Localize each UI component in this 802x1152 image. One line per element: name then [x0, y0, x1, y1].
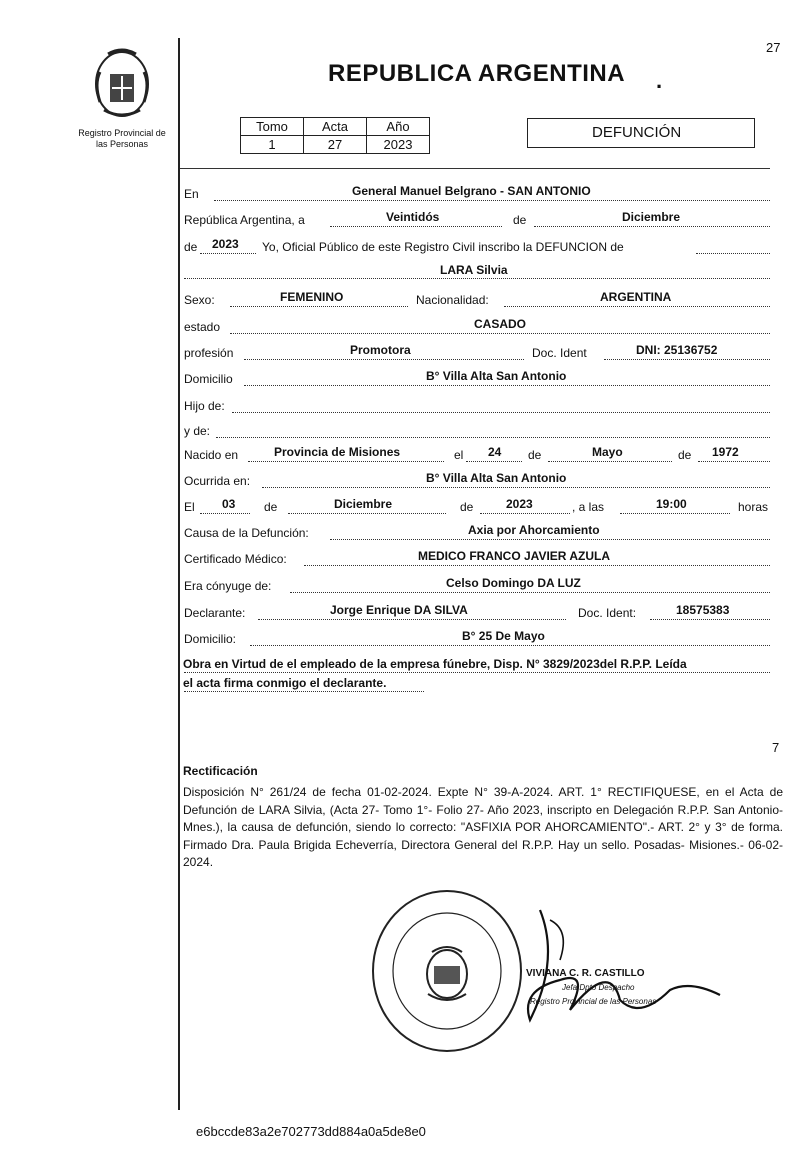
domicilio-label-2: Domicilio: [184, 632, 237, 646]
section-divider [180, 168, 770, 169]
doc-value: DNI: 25136752 [636, 343, 718, 357]
document-type-box [527, 118, 755, 148]
dia-value: Veintidós [386, 210, 440, 224]
rectificacion-text: Disposición N° 261/24 de fecha 01-02-2024. Expte N° 39-A-2024. ART. 1° RECTIFIQUESE, en el Acta de Defunción de LARA Silvia, (Acta 27- Tomo 1°- Folio 27- Año 2023, inscripto en Delegación R.P.P. San Antonio-Mnes.), la causa de defunción, siendo lo correcto: "ASFIXIA POR AHORCAMIENTO".- ART. 2° y 3° de forma. Firmado Dra. Paula Brigida Echeverría, Directora General del R.P.P. Hay un sello. Posadas- Misiones.- 06-02-2024. [183, 785, 783, 869]
causa-dotline [330, 539, 770, 540]
nacido-label: Nacido en [184, 448, 239, 462]
conyuge-dotline [290, 592, 770, 593]
obra-dotline-1 [184, 672, 770, 673]
anio-value: 2023 [212, 237, 239, 251]
signer-role: Jefa Dpto Despacho [562, 983, 635, 992]
page-title: REPUBLICA ARGENTINA [328, 60, 626, 87]
mes-dotline [534, 226, 770, 227]
doc-declarante-value: 18575383 [676, 603, 730, 617]
de-label-3: de [678, 448, 692, 462]
de-label-2: de [528, 448, 542, 462]
doc-label-2: Doc. Ident: [578, 606, 637, 620]
signer-name: VIVIANA C. R. CASTILLO [526, 968, 645, 979]
hora-value: 19:00 [656, 497, 687, 511]
profesion-dotline [244, 359, 524, 360]
republica-label: República Argentina, a [184, 213, 305, 227]
def-mes-dotline [288, 513, 446, 514]
nacionalidad-label: Nacionalidad: [416, 293, 489, 307]
domicilio-declarante-dotline [250, 645, 770, 646]
obra-text-line-2: el acta firma conmigo el declarante. [183, 676, 387, 690]
ref-header-tomo: Tomo [241, 118, 304, 136]
conyuge-value: Celso Domingo DA LUZ [446, 576, 581, 590]
ref-value-anio: 2023 [367, 136, 430, 154]
domicilio-declarante-value: B° 25 De Mayo [462, 629, 545, 643]
dia-dotline [330, 226, 502, 227]
doc-declarante-dotline [650, 619, 770, 620]
nac-anio-dotline [698, 461, 770, 462]
nacionalidad-value: ARGENTINA [600, 290, 672, 304]
nacionalidad-dotline [504, 306, 770, 307]
obra-text [183, 655, 783, 693]
doc-label: Doc. Ident [532, 346, 587, 360]
estado-label: estado [184, 320, 221, 334]
nac-dia-value: 24 [488, 445, 502, 459]
document-hash: e6bccde83a2e702773dd884a0a5de8e0 [196, 1124, 426, 1139]
hora-dotline [620, 513, 730, 514]
nombre-dotline [184, 278, 770, 279]
ocurrida-value: B° Villa Alta San Antonio [426, 471, 567, 485]
page-number: 27 [766, 40, 781, 55]
de-label-4: de [264, 500, 278, 514]
horas-label: horas [738, 500, 769, 514]
nac-anio-value: 1972 [712, 445, 739, 459]
causa-value: Axia por Ahorcamiento [468, 523, 600, 537]
lugar-value: General Manuel Belgrano - SAN ANTONIO [352, 184, 591, 198]
declarante-dotline [258, 619, 566, 620]
de-label: de [513, 213, 527, 227]
def-mes-value: Diciembre [334, 497, 393, 511]
ref-header-acta: Acta [304, 118, 367, 136]
margin-number: 7 [772, 740, 780, 755]
anio-label: de [184, 240, 198, 254]
obra-dotline-2 [184, 691, 424, 692]
oficial-dotline [696, 253, 770, 254]
ocurrida-dotline [262, 487, 770, 488]
en-label: En [184, 187, 199, 201]
el-label-2: El [184, 500, 195, 514]
sexo-label: Sexo: [184, 293, 215, 307]
conyuge-label: Era cónyuge de: [184, 579, 272, 593]
domicilio-dotline [244, 385, 770, 386]
rectificacion-title: Rectificación [183, 764, 258, 778]
hijo-dotline [232, 412, 770, 413]
causa-label: Causa de la Defunción: [184, 526, 309, 540]
document-type: DEFUNCIÓN [592, 124, 682, 141]
mes-value: Diciembre [622, 210, 681, 224]
domicilio-label: Domicilio [184, 372, 233, 386]
estado-dotline [230, 333, 770, 334]
nac-mes-value: Mayo [592, 445, 623, 459]
ref-value-acta: 27 [304, 136, 367, 154]
el-label: el [454, 448, 464, 462]
signer-office: Registro Provincial de las Personas [530, 997, 657, 1006]
certificado-value: MEDICO FRANCO JAVIER AZULA [418, 549, 610, 563]
anio-dotline [200, 253, 256, 254]
lugar-dotline [214, 200, 770, 201]
title-mark: . [656, 68, 663, 93]
estado-value: CASADO [474, 317, 527, 331]
ocurrida-label: Ocurrida en: [184, 474, 251, 488]
y-dotline [216, 437, 770, 438]
profesion-label: profesión [184, 346, 234, 360]
nac-mes-dotline [548, 461, 672, 462]
y-label: y de: [184, 424, 211, 438]
alas-label: , a las [572, 500, 605, 514]
def-dia-value: 03 [222, 497, 236, 511]
nac-dia-dotline [466, 461, 522, 462]
def-dia-dotline [200, 513, 250, 514]
profesion-value: Promotora [350, 343, 411, 357]
left-margin-line [178, 38, 180, 1110]
de-label-5: de [460, 500, 474, 514]
domicilio-value: B° Villa Alta San Antonio [426, 369, 567, 383]
obra-text-line-1: Obra en Virtud de el empleado de la empresa fúnebre, Disp. N° 3829/2023del R.P.P. Leída [183, 657, 687, 671]
hijo-label: Hijo de: [184, 399, 225, 413]
def-anio-dotline [480, 513, 570, 514]
sexo-value: FEMENINO [280, 290, 344, 304]
oficial-text: Yo, Oficial Público de este Registro Civil inscribo la DEFUNCION de [262, 240, 624, 254]
declarante-value: Jorge Enrique DA SILVA [330, 603, 468, 617]
ref-header-anio: Año [367, 118, 430, 136]
nombre-value: LARA Silvia [440, 263, 508, 277]
doc-dotline [604, 359, 770, 360]
provincial-coat-of-arms-icon [86, 44, 158, 122]
def-anio-value: 2023 [506, 497, 533, 511]
sexo-dotline [230, 306, 408, 307]
ref-value-tomo: 1 [241, 136, 304, 154]
nacido-dotline [248, 461, 444, 462]
certificado-label: Certificado Médico: [184, 552, 287, 566]
reference-table [240, 117, 430, 154]
certificado-dotline [304, 565, 770, 566]
registry-label: Registro Provincial de las Personas [78, 128, 166, 149]
declarante-label: Declarante: [184, 606, 246, 620]
nacido-value: Provincia de Misiones [274, 445, 401, 459]
